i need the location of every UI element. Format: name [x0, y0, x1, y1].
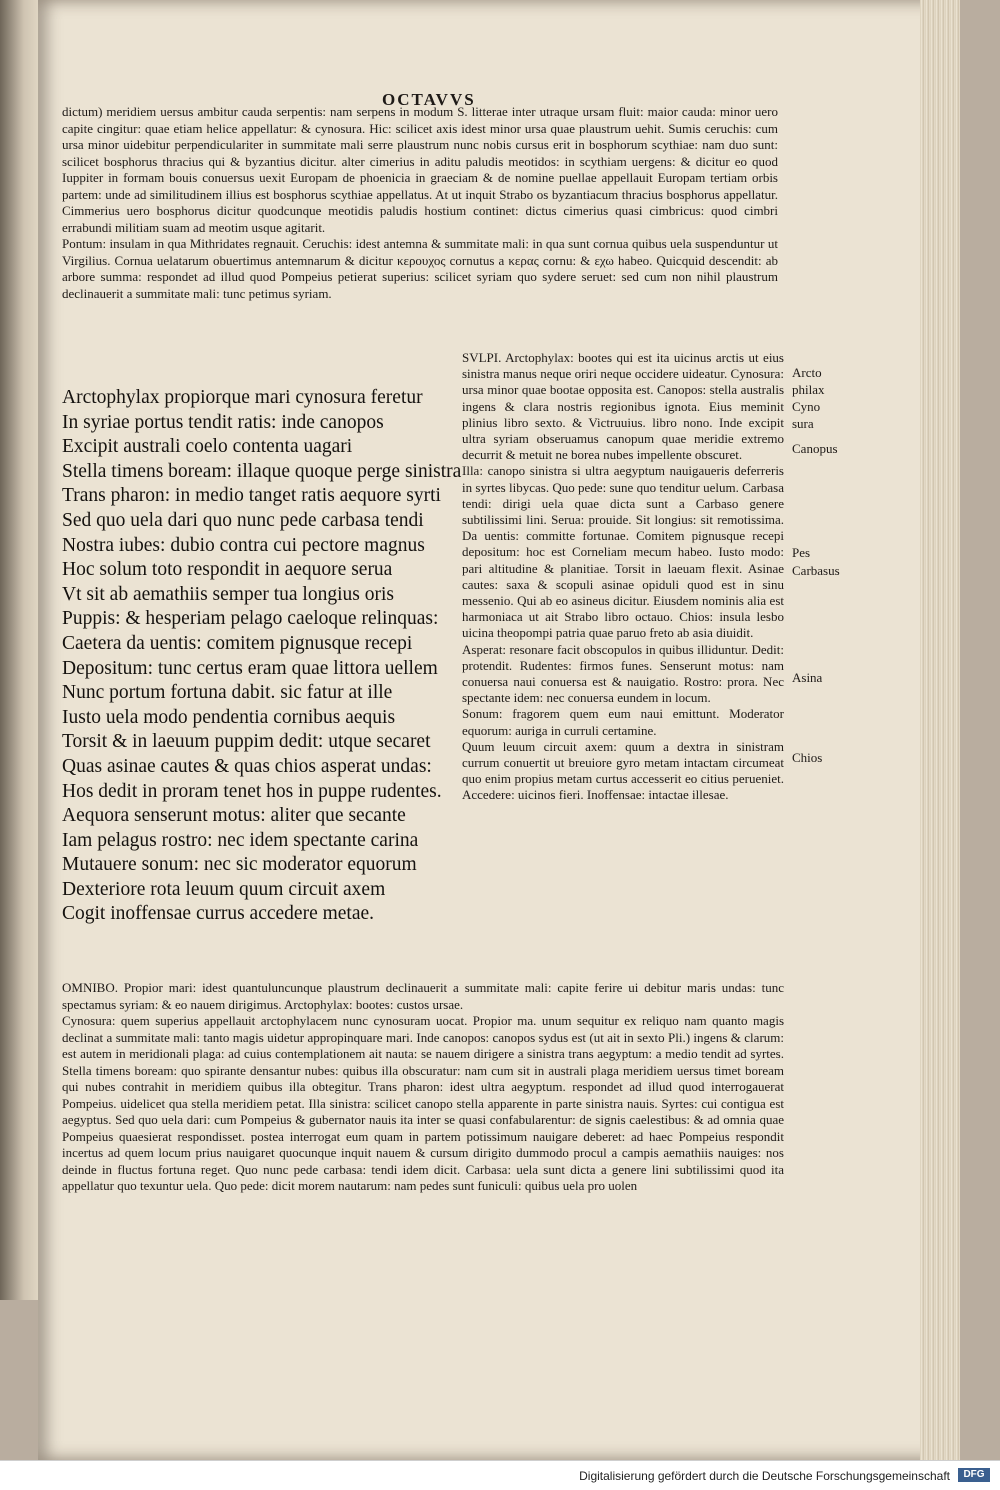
- verse-line: Quas asinae cautes & quas chios asperat undas:: [62, 755, 432, 777]
- side-commentary-paragraph: Asperat: resonare facit obscopulos in quibus illiduntur. Dedit: protendit. Rudentes: firmos funes. Senserunt motus: nam conuersa naui conuersa est & nauigatio. Rostro: prora. Nec spectante idem: nec conuersa eundem in locum.: [462, 641, 784, 706]
- marginal-note: Chios: [792, 750, 823, 765]
- side-commentary: [462, 350, 784, 804]
- commentary-top: [62, 104, 778, 302]
- verse-line: Torsit & in laeuum puppim dedit: utque secaret: [62, 731, 431, 753]
- footer-bar: [0, 1460, 1000, 1490]
- dfg-logo: DFG: [958, 1468, 990, 1482]
- marginal-note: Cyno: [792, 399, 821, 414]
- commentary-bottom-paragraph: Cynosura: quem superius appellauit arctophylacem nunc cynosuram uocat. Propior ma. unum sequitur ex reliquo nam quanto magis declinat a summitate mali: tanto magis uidetur appropinquare mari. Inde canopos: canopos sydus est (ut ait in sexto Pli.) ingens & clarum: est autem in meridionali plaga: ad cuius contemplationem ait nauta: se nauem dirigere a sinistra trans aegyptum: a medio tendit ad syrtes. Stella timens boream: quo spirante densantur nubes: quibus illa obscuratur: nam cum sit in australi plaga meridiem uersus timet boream qui nubes contrahit in meridiem quibus illa obtegitur. Trans pharon: idest ultra aegyptum. respondet ad illud quod interrogauerat Pompeius. uidelicet qua stella meridiem petat. Illa sinistra: scilicet canopo stella apparente in parte sinistra nauis. Syrtes: cui contigua est aegyptus. Sed quo uela dari: cum Pompeius & gubernator nauis ita inter se quasi confabularentur: de signis caelestibus: & ad omnia quae Pompeius quaesierat respondisset. postea interrogat eum quam in partem potissimum nauigare deberet: ad haec Pompeius respondit incertus ad quem locum prius nauigaret quocunque inquit nauem & cursum dirigito dummodo procul a campis aemathiis nauiges: nos deinde in fluctus fortuna reget. Quo nunc pede carbasa: tendi idem dicit. Carbasa: uela sunt dicta a genere lini subtilissimi quod ita appellatur quo texuntur uela. Quo pede: dicit morem nautarum: nam pedes sunt funiculi: quibus uela pro uolen: [62, 1013, 784, 1193]
- marginal-note: philax: [792, 382, 825, 397]
- verse-line: Iam pelagus rostro: nec idem spectante carina: [62, 829, 419, 851]
- marginal-note: Asina: [792, 670, 823, 685]
- verse-line: Mutauere sonum: nec sic moderator equorum: [62, 854, 417, 876]
- side-commentary-paragraph: SVLPI. Arctophylax: bootes qui est ita uicinus arctis ut eius sinistra manus neque oriri neque occidere uideatur. Cynosura: ursa minor quae bootae opposita est. Canopos: stella australis ingens & clara nostris regionibus ignota. Eius meminit plinius libro sexto. & Victruuius. libro nono. Inde excipit ultra syriam obseruamus canopum quae meridie extremo decurrit & metuit ne borea nubes impellente obscuret.: [462, 350, 784, 463]
- verse-line: Depositum: tunc certus eram quae littora uellem: [62, 657, 438, 679]
- side-commentary-paragraph: Quum leuum circuit axem: quum a dextra in sinistram currum conuertit ut breuiore gyro metam intactam circumeat quo enim propius metam curtus accesserit eo citius perueniet. Accedere: uicinos fieri. Inoffensae: intactae illesae.: [462, 738, 784, 803]
- verse-line: Trans pharon: in medio tanget ratis aequore syrti: [62, 485, 441, 507]
- verse-line: Sed quo uela dari quo nunc pede carbasa tendi: [62, 509, 424, 531]
- commentary-bottom-paragraph: OMNIBO. Propior mari: idest quantuluncunque plaustrum declinauerit a summitate mali: capite ferire ui debitur maris undas: tunc spectamus syriam: & eo nauem dirigimus. Arctophylax: bootes: custos ursae.: [62, 980, 784, 1012]
- page-header: OCTAVVS: [382, 90, 476, 109]
- verse-text: [62, 386, 462, 927]
- verse-line: Iusto uela modo pendentia cornibus aequis: [62, 706, 396, 728]
- verse-line: Nostra iubes: dubio contra cui pectore magnus: [62, 534, 425, 556]
- verse-line: Puppis: & hesperiam pelago caeloque relinquas:: [62, 608, 439, 630]
- verse-line: Dexteriore rota leuum quum circuit axem: [62, 878, 386, 900]
- verse-line: Nunc portum fortuna dabit. sic fatur at ille: [62, 682, 393, 704]
- footer-credit: Digitalisierung gefördert durch die Deutsche Forschungsgemeinschaft: [579, 1469, 950, 1483]
- verse-line: Cogit inoffensae currus accedere metae.: [62, 903, 375, 925]
- verse-line: Stella timens boream: illaque quoque perge sinistra: [62, 460, 462, 482]
- side-commentary-paragraph: Sonum: fragorem quem eum naui emittunt. Moderator equorum: auriga in curruli certamine.: [462, 706, 784, 738]
- marginal-note: Pes: [792, 545, 811, 560]
- marginal-note: Arcto: [792, 365, 822, 380]
- commentary-top-paragraph: dictum) meridiem uersus ambitur cauda serpentis: nam serpens in modum S. litterae inter utraque ursam fluit: maior cauda: minor uero capite cingitur: quae etiam helice appellatur: & cynosura. Hic: scilicet axis idest minor ursa quae plaustrum uehit. Sumis ceruchis: cum ursa minor uidebitur perpendiculariter in summitate mali serre plaustrum nunc nobis cursus erit in bosphorum scythiae: nam duo sunt: scilicet bosphorus thracius qui & byzantius dicitur. alter cimerius in aditu paludis meotidos: in scythiam uergens: & dicitur eo quod Iuppiter in formam bouis conuersus uexit Europam de phoenicia in graeciam & de nomine puellae appellauit Europam tertiam orbis partem: unde ad similitudinem illius est bosphorus scythiae appellatus. At ut inquit Strabo os byzantiacum thracius bosphorus appellatur. Cimmerius uero bosphorus dicitur quodcunque meotidis paludis hostium continet: dictus cimerius quasi cimbricus: quod cimbri errabundi militiam suam ad meotim usque agitarit.: [62, 104, 778, 235]
- verse-line: Excipit australi coelo contenta uagari: [62, 436, 353, 458]
- left-page-edge: [0, 0, 40, 1300]
- commentary-bottom: [62, 980, 784, 1195]
- marginal-note: Canopus: [792, 441, 838, 456]
- verse-line: Hos dedit in proram tenet hos in puppe rudentes.: [62, 780, 442, 802]
- verse-line: Aequora senserunt motus: aliter que secante: [62, 805, 406, 827]
- verse-line: Vt sit ab aemathiis semper tua longius oris: [62, 583, 394, 605]
- verse-line: Caetera da uentis: comitem pignusque recepi: [62, 632, 413, 654]
- marginal-note: sura: [792, 416, 814, 431]
- commentary-top-paragraph: Pontum: insulam in qua Mithridates regnauit. Ceruchis: idest antemna & summitate mali: in qua sunt cornua quibus uela suspenduntur ut Virgilius. Cornua uelatarum obuertimus antemnarum & dicitur κερουχος cornutus a κερας cornu: & εχω habeo. Quicquid descendit: ab arbore summa: respondet ad illud quod Pompeius petierat superius: scilicet syriam quo sydere seruet: sed cum non nihil plaustrum declinauerit a summitate mali: tunc petimus syriam.: [62, 236, 778, 301]
- marginal-note: Carbasus: [792, 563, 840, 578]
- page-edges: [920, 0, 960, 1460]
- verse-line: In syriae portus tendit ratis: inde canopos: [62, 411, 384, 433]
- side-commentary-paragraph: Illa: canopo sinistra si ultra aegyptum nauigaueris deferreris in syrtes libycas. Quo pede: sune quo tenditur uelum. Carbasa tendi: dirigi uela quae dicta sunt a Carbaso genere subtilissimi lini. Serua: prouide. Sit longius: sit remotissima. Da uentis: committe fortunae. Comitem pignusque recepi depositum: hoc est Corneliam mecum habeo. Iusto modo: pari altitudine & planitiae. Torsit in laeuam flexit. Asinae cautes: saxa & scopuli asinae opiduli quod est in sinu messenio. Qui ab eo asineus dicitur. Eiusdem nominis alia est harmoniaca ut ait Strabo libro octauo. Chios: insula lesbo uicina theopompi patria quae paruo freto ab asia diuidit.: [462, 463, 784, 641]
- verse-line: Hoc solum toto respondit in aequore serua: [62, 559, 393, 581]
- verse-line: Arctophylax propiorque mari cynosura feretur: [62, 387, 423, 408]
